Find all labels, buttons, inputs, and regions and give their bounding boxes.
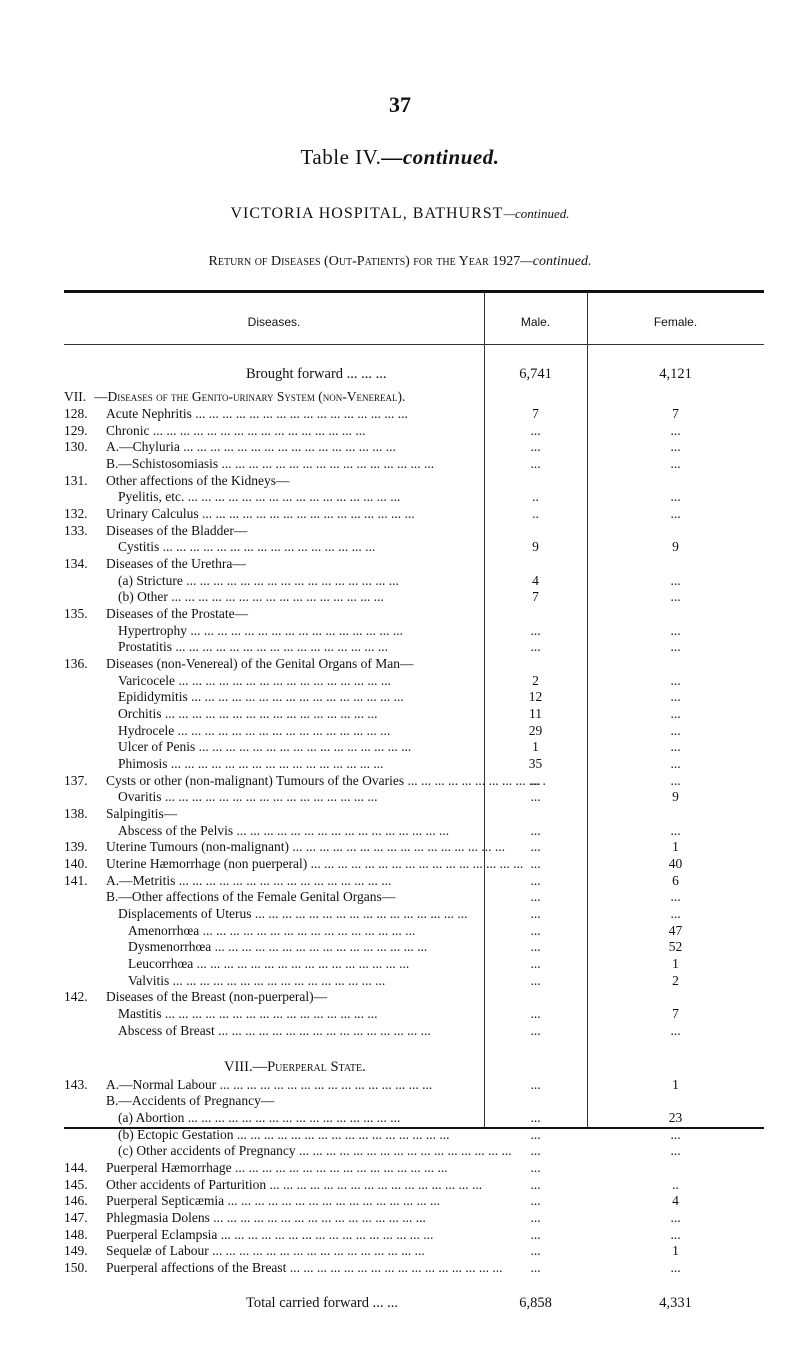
table-row bbox=[64, 1059, 764, 1076]
row-number: 141. bbox=[64, 872, 88, 888]
row-female-value: ... bbox=[670, 889, 681, 905]
row-description: Prostatitis ... bbox=[106, 638, 558, 655]
row-number: 131. bbox=[64, 472, 88, 488]
row-female-value: ... bbox=[670, 739, 681, 755]
header-female: Female. bbox=[653, 315, 698, 329]
row-female-value: 1 bbox=[672, 839, 679, 855]
row-female-value: 52 bbox=[668, 939, 683, 955]
table-row bbox=[64, 922, 764, 939]
row-male-value: ... bbox=[530, 955, 541, 971]
row-description: A.—Normal Labour ... bbox=[106, 1076, 546, 1093]
table-row bbox=[64, 905, 764, 922]
row-description: (a) Stricture ... bbox=[106, 572, 558, 589]
row-male-value: ... bbox=[530, 789, 541, 805]
row-female-value: 4 bbox=[672, 1193, 679, 1209]
row-male-value: ... bbox=[530, 922, 541, 938]
table-row bbox=[64, 672, 764, 689]
row-description: (a) Abortion ... bbox=[106, 1109, 558, 1126]
row-description: B.—Schistosomiasis ... bbox=[106, 455, 546, 472]
row-female-value: ... bbox=[670, 456, 681, 472]
row-female-value: ... bbox=[670, 689, 681, 705]
row-description: Hypertrophy ... bbox=[106, 622, 558, 639]
row-description: Total carried forward ... ... bbox=[246, 1294, 398, 1311]
row-female-value: 1 bbox=[672, 1076, 679, 1092]
row-description: B.—Accidents of Pregnancy— bbox=[106, 1093, 275, 1109]
row-number: 149. bbox=[64, 1243, 88, 1259]
row-description: (c) Other accidents of Pregnancy ... bbox=[106, 1142, 558, 1159]
row-male-value: 12 bbox=[528, 689, 543, 705]
row-male-value: 1 bbox=[532, 739, 539, 755]
table-row bbox=[64, 1159, 764, 1176]
table-row bbox=[64, 1142, 764, 1159]
row-female-value: ... bbox=[670, 506, 681, 522]
table-row bbox=[64, 1209, 764, 1226]
table-row bbox=[64, 1109, 764, 1126]
row-female-value: 9 bbox=[672, 539, 679, 555]
row-description: Other accidents of Parturition ... bbox=[106, 1176, 546, 1193]
row-number: 144. bbox=[64, 1160, 88, 1176]
row-description: Cystitis ... bbox=[106, 538, 558, 555]
row-description: (b) Ectopic Gestation ... bbox=[106, 1126, 558, 1143]
table-row bbox=[64, 705, 764, 722]
row-male-value: 2 bbox=[532, 672, 539, 688]
table-row bbox=[64, 638, 764, 655]
row-number: 133. bbox=[64, 522, 88, 538]
row-description: —Diseases of the Genito-urinary System (non-Venereal). bbox=[94, 389, 406, 405]
table-row bbox=[64, 938, 764, 955]
return-title-continued: —continued. bbox=[520, 254, 592, 269]
row-description: Uterine Hæmorrhage (non puerperal) ... bbox=[106, 855, 546, 872]
row-number: 139. bbox=[64, 839, 88, 855]
header-male: Male. bbox=[520, 315, 551, 329]
table-row bbox=[64, 855, 764, 872]
row-female-value: ... bbox=[670, 905, 681, 921]
table-row bbox=[64, 1295, 764, 1312]
row-description: Phimosis ... bbox=[106, 755, 558, 772]
row-description: Varicocele ... bbox=[106, 672, 558, 689]
row-description: Chronic ... bbox=[106, 422, 546, 439]
row-female-value: ... bbox=[670, 1209, 681, 1225]
row-male-value: ... bbox=[530, 772, 541, 788]
table-row bbox=[64, 772, 764, 789]
row-female-value: 47 bbox=[668, 922, 683, 938]
row-description: A.—Chyluria ... bbox=[106, 438, 546, 455]
table-row bbox=[64, 872, 764, 889]
table-row bbox=[64, 522, 764, 539]
row-female-value: 1 bbox=[672, 955, 679, 971]
row-male-value: ... bbox=[530, 639, 541, 655]
row-male-value: ... bbox=[530, 1126, 541, 1142]
row-male-value: ... bbox=[530, 1193, 541, 1209]
row-male-value: ... bbox=[530, 1259, 541, 1275]
row-male-value: ... bbox=[530, 905, 541, 921]
row-number: 147. bbox=[64, 1209, 88, 1225]
row-number: 146. bbox=[64, 1193, 88, 1209]
table-row bbox=[64, 655, 764, 672]
row-female-value: .. bbox=[672, 1176, 679, 1192]
row-female-value: 6 bbox=[672, 872, 679, 888]
row-female-value: ... bbox=[670, 572, 681, 588]
row-description: Ulcer of Penis ... bbox=[106, 738, 558, 755]
table-row bbox=[64, 838, 764, 855]
row-description: Diseases (non-Venereal) of the Genital Organs of Man— bbox=[106, 656, 414, 672]
row-description: Orchitis ... bbox=[106, 705, 558, 722]
row-number: 148. bbox=[64, 1226, 88, 1242]
row-female-value: 7 bbox=[672, 1005, 679, 1021]
table-row bbox=[64, 1276, 764, 1293]
row-male-value: 7 bbox=[532, 589, 539, 605]
table-row bbox=[64, 822, 764, 839]
row-number: 134. bbox=[64, 556, 88, 572]
table-row bbox=[64, 572, 764, 589]
table-row bbox=[64, 972, 764, 989]
table-row bbox=[64, 388, 764, 405]
row-description: Puerperal Septicæmia ... bbox=[106, 1192, 546, 1209]
table-row bbox=[64, 538, 764, 555]
table-row bbox=[64, 722, 764, 739]
row-description: Displacements of Uterus ... bbox=[106, 905, 558, 922]
row-male-value: 29 bbox=[528, 722, 543, 738]
table-row bbox=[64, 588, 764, 605]
table-row bbox=[64, 405, 764, 422]
table-title-text: Table IV. bbox=[300, 145, 382, 169]
table-row bbox=[64, 688, 764, 705]
row-male-value: ... bbox=[530, 1005, 541, 1021]
table-row bbox=[64, 738, 764, 755]
row-male-value: ... bbox=[530, 1176, 541, 1192]
row-number: 130. bbox=[64, 439, 88, 455]
row-female-value: ... bbox=[670, 422, 681, 438]
row-female-value: ... bbox=[670, 622, 681, 638]
row-description: Diseases of the Prostate— bbox=[106, 606, 249, 622]
table-row bbox=[64, 1076, 764, 1093]
row-male-value: 6,741 bbox=[519, 366, 552, 382]
row-female-value: ... bbox=[670, 489, 681, 505]
row-male-value: ... bbox=[530, 939, 541, 955]
row-female-value: 1 bbox=[672, 1243, 679, 1259]
table-title-continued: —continued. bbox=[381, 145, 500, 169]
row-number: 145. bbox=[64, 1176, 88, 1192]
row-male-value: 11 bbox=[529, 706, 542, 722]
row-description: A.—Metritis ... bbox=[106, 872, 546, 889]
row-description: Puerperal Hæmorrhage ... bbox=[106, 1159, 546, 1176]
row-male-value: ... bbox=[530, 972, 541, 988]
row-male-value: ... bbox=[530, 1022, 541, 1038]
row-male-value: .. bbox=[532, 506, 539, 522]
row-male-value: ... bbox=[530, 1209, 541, 1225]
row-female-value: ... bbox=[670, 706, 681, 722]
table-row bbox=[64, 438, 764, 455]
row-number: 137. bbox=[64, 772, 88, 788]
table-row bbox=[64, 888, 764, 905]
row-female-value: ... bbox=[670, 589, 681, 605]
row-female-value: 2 bbox=[672, 972, 679, 988]
row-number: 129. bbox=[64, 422, 88, 438]
row-male-value: ... bbox=[530, 1243, 541, 1259]
table-row bbox=[64, 755, 764, 772]
table-row bbox=[64, 1259, 764, 1276]
row-description: Pyelitis, etc. ... bbox=[106, 488, 558, 505]
row-description: Abscess of the Pelvis ... bbox=[106, 822, 558, 839]
row-male-value: ... bbox=[530, 822, 541, 838]
row-female-value: 23 bbox=[668, 1110, 683, 1126]
row-female-value: 9 bbox=[672, 789, 679, 805]
table-row bbox=[64, 955, 764, 972]
row-description: Dysmenorrhœa ... bbox=[106, 938, 568, 955]
row-female-value: 40 bbox=[668, 855, 683, 871]
row-number: 140. bbox=[64, 855, 88, 871]
row-male-value: ... bbox=[530, 889, 541, 905]
table-row bbox=[64, 488, 764, 505]
row-male-value: 35 bbox=[528, 756, 543, 771]
table-row bbox=[64, 1176, 764, 1193]
table-row bbox=[64, 988, 764, 1005]
table-row bbox=[64, 1192, 764, 1209]
table-row bbox=[64, 555, 764, 572]
table-row bbox=[64, 622, 764, 639]
row-description: Leucorrhœa ... bbox=[106, 955, 568, 972]
table-row bbox=[64, 805, 764, 822]
row-description: Epididymitis ... bbox=[106, 688, 558, 705]
row-female-value: ... bbox=[670, 1022, 681, 1038]
row-number: 150. bbox=[64, 1259, 88, 1275]
table-row bbox=[64, 366, 764, 383]
row-number: 135. bbox=[64, 606, 88, 622]
row-number: 128. bbox=[64, 406, 88, 422]
row-number: 136. bbox=[64, 656, 88, 672]
row-description: Valvitis ... bbox=[106, 972, 568, 989]
row-male-value: ... bbox=[530, 622, 541, 638]
row-male-value: ... bbox=[530, 1076, 541, 1092]
row-male-value: ... bbox=[530, 1143, 541, 1159]
row-description: Hydrocele ... bbox=[106, 722, 558, 739]
table-row bbox=[64, 505, 764, 522]
row-male-value: ... bbox=[530, 456, 541, 472]
row-male-value: ... bbox=[530, 839, 541, 855]
table-row bbox=[64, 605, 764, 622]
row-description: Diseases of the Breast (non-puerperal)— bbox=[106, 989, 328, 1005]
row-number: 132. bbox=[64, 506, 88, 522]
row-female-value: 4,331 bbox=[659, 1294, 692, 1311]
row-number: 138. bbox=[64, 805, 88, 821]
row-male-value: 4 bbox=[532, 572, 539, 588]
row-female-value: 4,121 bbox=[659, 366, 692, 382]
row-description: B.—Other affections of the Female Genital Organs— bbox=[106, 889, 396, 905]
row-male-value: 9 bbox=[532, 539, 539, 555]
row-description: Amenorrhœa ... bbox=[106, 922, 568, 939]
row-male-value: ... bbox=[530, 422, 541, 438]
row-description: Diseases of the Urethra— bbox=[106, 556, 246, 572]
table-row bbox=[64, 1005, 764, 1022]
row-female-value: ... bbox=[670, 639, 681, 655]
table-row bbox=[64, 1041, 764, 1058]
row-male-value: 6,858 bbox=[519, 1294, 552, 1311]
table-row bbox=[64, 1226, 764, 1243]
table-row bbox=[64, 788, 764, 805]
row-description: Abscess of Breast ... bbox=[106, 1022, 558, 1039]
row-description: Puerperal Eclampsia ... bbox=[106, 1226, 546, 1243]
table-row bbox=[64, 1126, 764, 1143]
row-description: Urinary Calculus ... bbox=[106, 505, 546, 522]
row-female-value: ... bbox=[670, 772, 681, 788]
row-description: Ovaritis ... bbox=[106, 788, 558, 805]
row-female-value: ... bbox=[670, 439, 681, 455]
row-male-value: ... bbox=[530, 1160, 541, 1176]
table-row bbox=[64, 422, 764, 439]
row-number: VII. bbox=[64, 389, 87, 405]
row-female-value: ... bbox=[670, 722, 681, 738]
table-row bbox=[64, 1092, 764, 1109]
row-female-value: 7 bbox=[672, 406, 679, 422]
row-description: Phlegmasia Dolens ... bbox=[106, 1209, 546, 1226]
row-description: Brought forward ... ... ... bbox=[246, 366, 387, 382]
row-description: Cysts or other (non-malignant) Tumours of the Ovaries ... bbox=[106, 772, 546, 789]
row-male-value: .. bbox=[532, 489, 539, 505]
row-description: Diseases of the Bladder— bbox=[106, 522, 248, 538]
hospital-name-text: VICTORIA HOSPITAL, BATHURST bbox=[230, 205, 504, 222]
row-description: VIII.—Puerperal State. bbox=[224, 1059, 366, 1076]
row-female-value: ... bbox=[670, 1226, 681, 1242]
row-number: 143. bbox=[64, 1076, 88, 1092]
row-description: Salpingitis— bbox=[106, 805, 178, 821]
row-female-value: ... bbox=[670, 1126, 681, 1142]
page-number: 37 bbox=[389, 92, 411, 117]
row-female-value: ... bbox=[670, 756, 681, 771]
row-male-value: 7 bbox=[532, 406, 539, 422]
table-row bbox=[64, 1242, 764, 1259]
row-male-value: ... bbox=[530, 1226, 541, 1242]
table-row bbox=[64, 455, 764, 472]
row-description: Sequelæ of Labour ... bbox=[106, 1242, 546, 1259]
row-description: Mastitis ... bbox=[106, 1005, 558, 1022]
row-male-value: ... bbox=[530, 855, 541, 871]
row-description: Acute Nephritis ... bbox=[106, 405, 546, 422]
row-female-value: ... bbox=[670, 1143, 681, 1159]
row-male-value: ... bbox=[530, 439, 541, 455]
row-male-value: ... bbox=[530, 872, 541, 888]
row-description: Puerperal affections of the Breast ... bbox=[106, 1259, 546, 1276]
row-description: Uterine Tumours (non-malignant) ... bbox=[106, 838, 546, 855]
table-row bbox=[64, 1022, 764, 1039]
header-diseases: Diseases. bbox=[247, 315, 301, 329]
row-description: (b) Other ... bbox=[106, 588, 558, 605]
table-row bbox=[64, 472, 764, 489]
row-number: 142. bbox=[64, 989, 88, 1005]
return-title-text: Return of Diseases (Out-Patients) for the Year 1927 bbox=[208, 254, 521, 269]
row-description: Other affections of the Kidneys— bbox=[106, 472, 290, 488]
hospital-continued: —continued. bbox=[503, 206, 570, 221]
row-female-value: ... bbox=[670, 672, 681, 688]
row-male-value: ... bbox=[530, 1110, 541, 1126]
row-female-value: ... bbox=[670, 1259, 681, 1275]
row-female-value: ... bbox=[670, 822, 681, 838]
